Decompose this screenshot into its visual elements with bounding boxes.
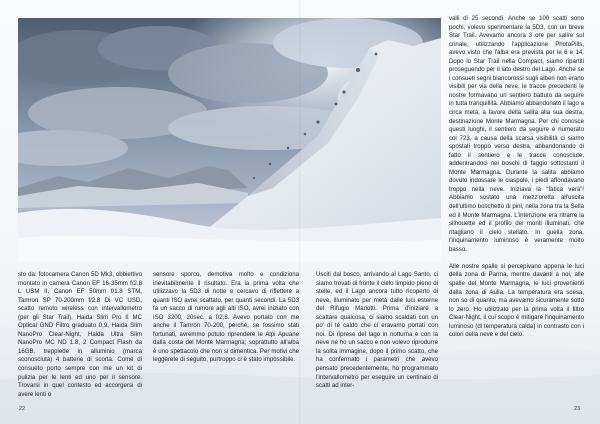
page-number-right: 23 [574,406,581,412]
article-column-4: valli di 25 secondi. Anche se 100 scatti sono pochi, volevo sperimentare la 5D3, con un breve Star Trail. Avevamo ancora 3 ore per salire sul crinale, utilizzando l'applicazione PhotoPills, avevo visto che l'alba era prevista per le 6 e 14. Dopo lo Star Trail nella Compact, siamo ripartiti proseguendo per il lato destro del Lago. Anche se i consueti segni biancorossi sugli alberi non erano visibili per via della neve, le tracce precedenti le nostre formavano un sentiero battuto da seguire in tutta tranquillità. Abbiamo abbandonato il lago a circa metà, a favore della salita alla sua destra, destinazione Monte Marmagna. Per chi conosce questi luoghi, il sentiero da seguire è numerato col 723, a causa della scarsa visibilità ci siamo spostati troppo verso destra, abbandonando di fatto il sentiero e le tracce conosciute, addentrandoci nei boschi di faggio sottostanti il Monte Marmagna. Durante la salita abbiamo dovuto indossare le ciaspole, i piedi affondavano troppo nella neve. Iniziava la “fatica vera”! Abbiamo sostato una mezz'oretta all'uscita dell'ultimo boschetto di pini, nella zona tra la Sella ed il Monte Marmagna. L'intenzione era ritrarre la silhouette ed il profilo dei monti illuminati, che ritagliano il cielo stellato. In quella zona, l'inquinamento luminoso è veramente molto basso. Alle nostre spalle si percepivano appena le luci della zona di Parma, mentre davanti a noi, alle spalle del Monte Marmagna, le luci provenienti dalla zona di Aulla. La temperatura era scesa, non so di quanto, ma avevamo sicuramente sotto lo zero. Ho utilizzato per la prima volta il filtro Clear-Night, il cui scopo è mitigare l'inquinamento luminoso (di temperatura calda) in contrasto con i colori della neve e del cielo. [449,15,584,339]
article-column-1: sto da: fotocamera Canon 5D Mk3, obbiettivo montato in camera Canon EF 16-35mm f/2.8 L USM II, Canon EF 50mm f/1.8 STM, Tamron SP 70-200mm f/2.8 Di VC USD, scatto remoto wireless con intervallometro (per gli Star Trail), Haida Slim Pro II MC Optical GND Filtro graduato 0,9, Haida Slim NanoPro Clear-Night, Haida Ultra Slim NanoPro MC ND 1.8, 2 Compact Flash da 16GB, treppiede in alluminio (marca sconosciuta) 4 batterie di scorta. Come di consueto porto sempre con me un kit di pulizia per le lenti ed uno per il sensore. Trovarsi in quel contesto ed accorgersi di avere lenti o [18,271,142,398]
article-column-3: Usciti dal bosco, arrivando al Lago Santo, ci siamo trovati di fronte il cielo limpido pieno di stelle, ed il Lago ancora tutto ricoperto di neve, illuminato per metà dalle luci esterne del Rifugio Mariotti. Prima d'iniziare a scattare qualcosa, ci siamo scaldati con un po' di tè caldo che ci eravamo portati con noi. Di riprese del lago in notturna e con la neve né ho un sacco e non volevo riprodurre la solita immagine, dopo il primo scatto, che ha confermato i parametri che avevo pensato precedentemente, ho programmato l'intervallometro per eseguire un centinaio di scatti ad inter- [316,271,438,390]
mountain-photo [18,18,441,261]
page-number-left: 22 [19,406,26,412]
article-column-2: sensore sporco, demotiva molto e condiziona inevitabilmente il risultato. Era la prima volta che utilizzavo la 5D3 di notte e cercavo di riflettere a quanti ISO avrei scattato, per quanti secondi. La 5D3 fa un sacco di rumore agli alti ISO, avrei iniziato con ISO 3200, 20sec. a f/2,8. Avevo portato con me anche il Tamron 70-200, perché, se fossimo stati fortunati, avremmo potuto riprendere le Alpi Apuane dalla costa del Monte Marmagna; soprattutto all'alba è uno spettacolo che non si dimentica. Per motivi che leggerete di seguito, purtroppo ci è stato impossibile. [153,271,299,364]
page-fold [299,0,301,424]
